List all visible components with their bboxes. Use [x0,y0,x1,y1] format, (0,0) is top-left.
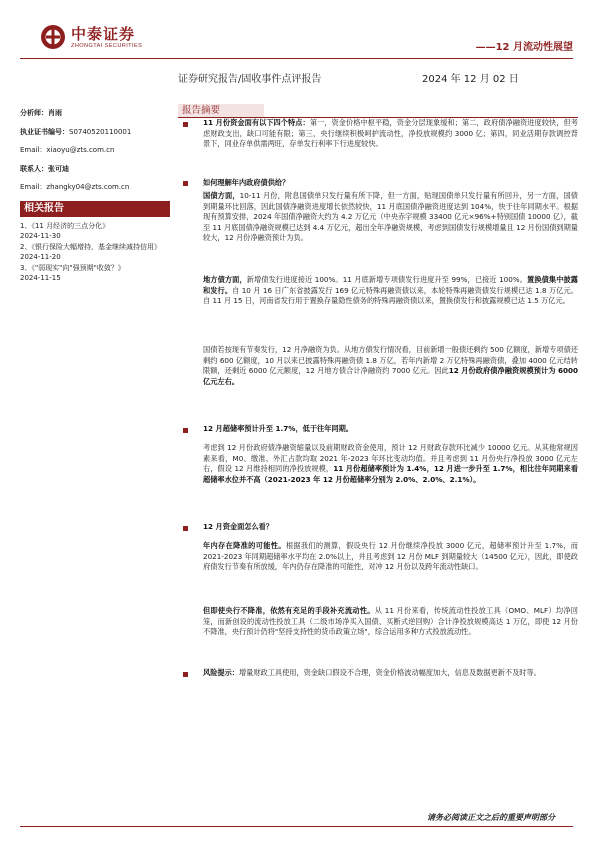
brand-name-cn: 中泰证券 [71,24,136,43]
para-excess-reserve: 考虑到 12 月份政府债净融资缩量以及前期财政资金使用，预计 12 月财政存款环比减少 10000 亿元。从其他常规因素来看，M0、缴准、外汇占款均取 2021 年-2023 年环比变动均值。并且考虑到 11 月份央行净投放 3000 亿元左右，假设 12 月维持相同的净投放规模，11 月份超储率预计为 1.4%，12 月进一步升至 1.7%，相比往年同期来看超储率水位并不高（2021-2023 年 12 月份超储率分别为 2.0%、2.0%、2.1%）。 [203,443,579,484]
related-report-item[interactable]: 3、《"弱现实"向"强预期"收敛？》 2024-11-15 [20,263,125,283]
para-rrr-cut: 年内存在降准的可能性。根据我们的测算，假设央行 12 月份继续净投放 3000 亿元，超储率预计升至 1.7%，而 2021-2023 年同期超储率水平均在 2.0%以上，并且考虑到 12 月份 MLF 到期量较大（14500 亿元），因此，即使政府债发行节奏有所放缓，年内仍存在降准的可能性，对冲 12 月份以及跨年流动性缺口。 [203,541,578,572]
heading-excess-reserve: 12 月超储率预计升至 1.7%，低于往年同期。 [203,424,353,433]
brand-name-en: ZHONGTAI SECURITIES [71,42,143,49]
zhongtai-logo-icon [40,24,66,50]
author-analyst: 分析师：肖雨 [20,109,62,117]
footer-divider [20,826,573,827]
header-divider [20,58,573,59]
summary-section [178,104,578,118]
disclaimer-note: 请务必阅读正文之后的重要声明部分 [427,813,555,822]
heading-gov-bond-supply: 如何理解年内政府债供给？ [203,178,290,187]
author-contact: 联系人：张可迪 [20,164,69,173]
report-date: 2024 年 12 月 02 日 [422,74,519,85]
related-report-item[interactable]: 1、《11 月经济的三点分化》 2024-11-30 [20,221,110,241]
para-treasury: 国债方面，10-11 月份，附息国债单只发行量有所下降，但一方面，贴现国债单只发行量有所回升，另一方面，国债到期量环比回落，因此国债净融资进度增长依然较快，11 月底国债净融资进度达到 104%，快于往年同期水平。根据现有预算安排，2024 年国债净融资大约为 4.2 万亿元（中央赤字规模 33400 亿元×96%+特别国债 10000 亿），截至 11 月底国债净融资规模已达到 4.4 万亿元，超出全年净融资规模，考虑到国债发行规模增量且 12 月份国债到期量较大，12 月份净融资预计为负。 [203,191,578,243]
contact-email-link[interactable]: zhangky04@zts.com.cn [46,183,130,192]
bullet-icon [183,428,188,433]
para-local-bonds: 地方债方面，新增债发行进度接近 100%。11 月底新增专项债发行进度升至 99%，已接近 100%。置换债集中披露和发行。自 10 月 16 日广东省披露发行 169 亿元特殊再融资债以来，本轮特殊再融资债发行规模已达 1.8 万亿元。自 11 月 15 日，河南省发行用于置换存量隐性债务的特殊再融资债以来，置换债发行和披露规模已达 1.5 万亿元。 [203,275,578,306]
brand-logo [40,24,142,50]
bullet-icon [183,672,188,677]
bullet-icon [183,122,188,127]
related-reports-list [20,221,170,284]
series-title: ——12 月流动性展望 [475,42,573,53]
author-email: Email：xiaoyu@zts.com.cn [20,146,115,155]
heading-december-liquidity: 12 月资金面怎么看？ [203,522,274,531]
related-report-item[interactable]: 2、《银行保险大幅增持，基金继续减持信用》 2024-11-20 [20,242,161,262]
para-risk-warning: 风险提示：增量财政工具使用，资金缺口假设不合理，资金价格波动幅度加大，信息及数据更新不及时等。 [203,668,541,677]
bullet-icon [183,181,188,186]
para-net-financing: 国债若按现有节奏发行，12 月净融资为负。从地方债发行情况看，目前新增一般债还剩约 500 亿额度，新增专项债还剩约 600 亿额度，10 月以来已披露特殊再融资债 1.8 万亿，若年内新增 2 万亿特殊再融资债，叠加 4000 亿元结转限额，还剩近 6000 亿元额度，12 月地方债合计净融资约 7000 亿元。因此12 月份政府债净融资规模预计为 6000 亿元左右。 [203,345,579,386]
related-reports-heading: 相关报告 [20,201,170,217]
contact-email: Email：zhangky04@zts.com.cn [20,183,130,192]
analyst-email-link[interactable]: xiaoyu@zts.com.cn [46,146,115,155]
bullet-icon [183,526,188,531]
summary-heading: 报告摘要 [178,104,264,118]
report-type: 证券研究报告/固收事件点评报告 [178,74,322,85]
para-liquidity-tools: 但即使央行不降准，依然有充足的手段补充流动性。从 11 月份来看，传统流动性投放工具（OMO、MLF）均净回笼，而新创设的流动性投放工具（二级市场净买入国债、买断式逆回购）合计净投放规模高达 1 万亿，即使 12 月份不降准，央行预计仍将"坚持支持性的货币政策立场"，综合运用多种方式投放流动性。 [203,606,578,637]
author-license: 执业证书编号：S0740520110001 [20,127,132,136]
para-four-features: 11 月份资金面有以下四个特点：第一，资金价格中枢平稳，资金分层现象缓和；第二，政府债净融资进度较快，但考虑财政支出，缺口可能有限；第三，央行继续积极呵护流动性，净投放规模约 3000 亿；第四，同业活期存款调控背景下，同业存单供需两旺，存单发行利率下行进度较快。 [203,118,578,149]
left-sidebar [20,108,170,284]
